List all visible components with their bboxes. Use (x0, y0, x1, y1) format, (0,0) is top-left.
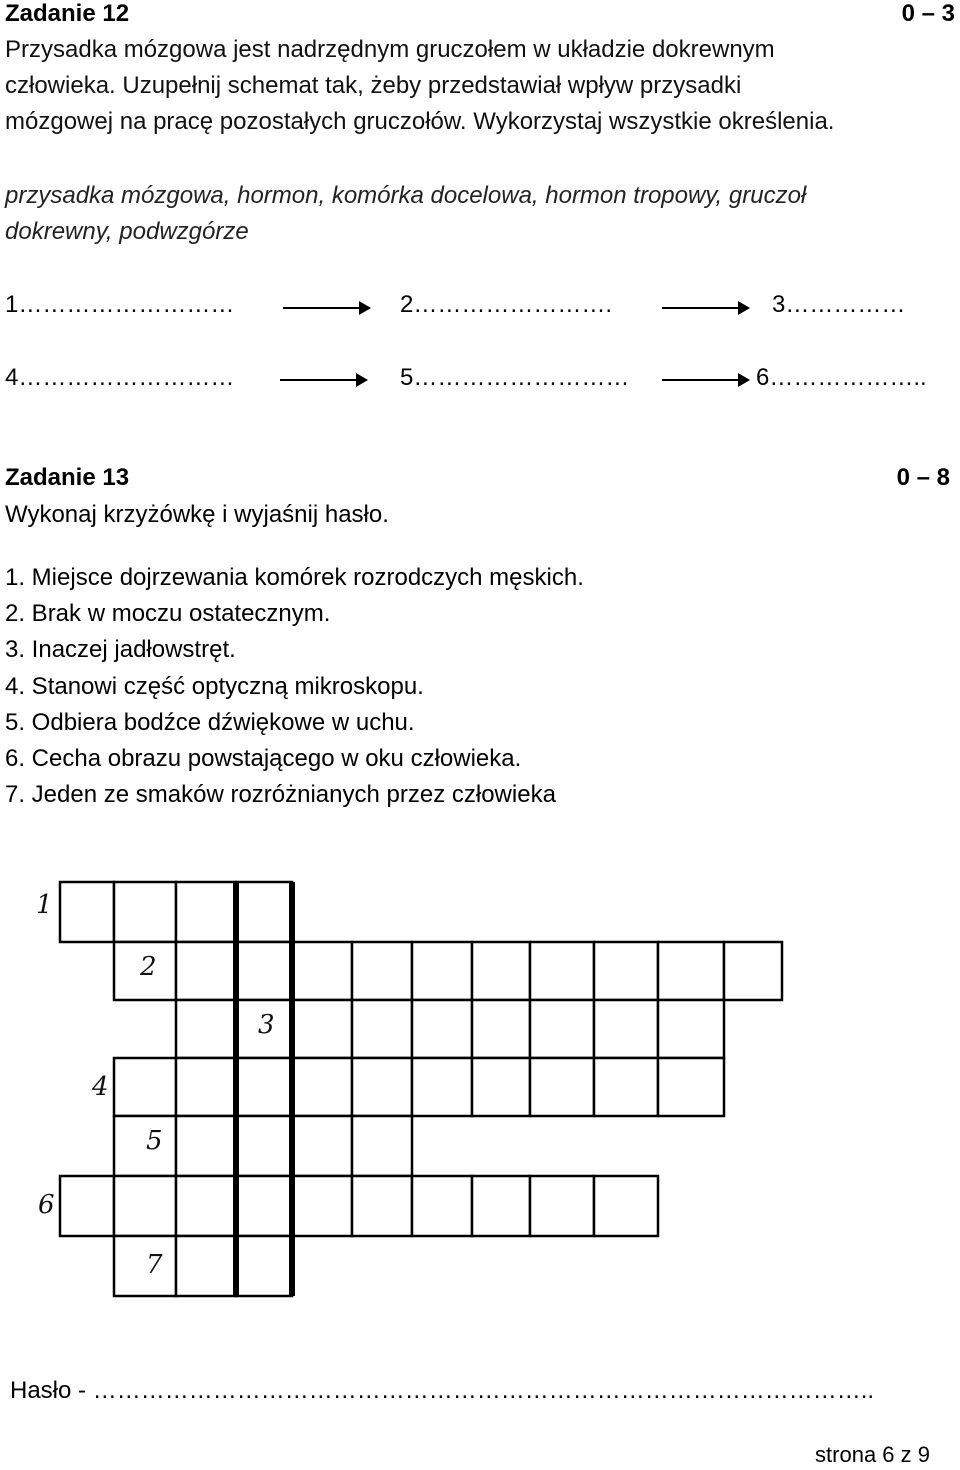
crossword-cell[interactable] (412, 1058, 472, 1116)
crossword-cell[interactable] (472, 942, 530, 1000)
schema-blank-6[interactable]: 6……………….. (756, 364, 927, 391)
task13-instruction: Wykonaj krzyżówkę i wyjaśnij hasło. (5, 501, 389, 528)
crossword-row-4[interactable] (114, 1058, 724, 1116)
crossword-row-7[interactable] (114, 1236, 292, 1296)
schema-blank-2[interactable]: 2……………………. (400, 291, 613, 318)
schema-blank-5[interactable]: 5……………………… (400, 364, 630, 391)
crossword-cell[interactable] (292, 942, 352, 1000)
crossword-cell[interactable] (114, 882, 176, 942)
clue-2: 2. Brak w moczu ostatecznym. (5, 600, 331, 627)
crossword-cell[interactable] (114, 1236, 176, 1296)
clue-3: 3. Inaczej jadłowstręt. (5, 636, 236, 663)
crossword-cell[interactable] (530, 1000, 594, 1058)
clue-1: 1. Miejsce dojrzewania komórek rozrodczych męskich. (5, 564, 584, 591)
crossword-cell[interactable] (594, 1176, 658, 1236)
crossword-cell[interactable] (292, 1058, 352, 1116)
crossword-cell[interactable] (60, 882, 114, 942)
crossword-cell[interactable] (236, 882, 292, 942)
row-number-5: 5 (146, 1126, 163, 1156)
instruction-line: mózgowej na pracę pozostałych gruczołów. Wykorzystaj wszystkie określenia. (5, 108, 835, 135)
crossword-cell[interactable] (530, 942, 594, 1000)
page-number: strona 6 z 9 (815, 1442, 930, 1467)
crossword-cell[interactable] (176, 942, 236, 1000)
crossword-cell[interactable] (352, 1176, 412, 1236)
task12-points: 0 – 3 (901, 0, 955, 27)
crossword-cell[interactable] (658, 1058, 724, 1116)
row-number-4: 4 (92, 1072, 109, 1102)
row-number-7: 7 (146, 1250, 163, 1280)
crossword-cell[interactable] (472, 1176, 530, 1236)
terms-line: przysadka mózgowa, hormon, komórka docelowa, hormon tropowy, gruczoł (5, 182, 807, 209)
crossword-cell[interactable] (236, 1058, 292, 1116)
crossword-cell[interactable] (658, 1000, 724, 1058)
instruction-line: człowieka. Uzupełnij schemat tak, żeby przedstawiał wpływ przysadki (5, 72, 742, 99)
task12-title: Zadanie 12 (5, 0, 130, 27)
crossword-cell[interactable] (530, 1058, 594, 1116)
crossword-cell[interactable] (530, 1176, 594, 1236)
clue-5: 5. Odbiera bodźce dźwiękowe w uchu. (5, 709, 415, 736)
crossword-cell[interactable] (292, 1000, 352, 1058)
crossword-cell[interactable] (176, 1058, 236, 1116)
crossword-cell[interactable] (472, 1058, 530, 1116)
crossword-cell[interactable] (412, 1000, 472, 1058)
crossword-cell[interactable] (352, 942, 412, 1000)
row-number-2: 2 (140, 952, 157, 982)
clue-7: 7. Jeden ze smaków rozróżnianych przez człowieka (5, 781, 556, 808)
schema-blank-3[interactable]: 3…………… (772, 291, 906, 318)
crossword-cell[interactable] (594, 1000, 658, 1058)
terms-line: dokrewny, podwzgórze (5, 218, 249, 245)
crossword-cell[interactable] (412, 1176, 472, 1236)
crossword-cell[interactable] (176, 1236, 236, 1296)
crossword-cell[interactable] (60, 1176, 114, 1236)
row-number-3: 3 (258, 1010, 275, 1040)
task13-points: 0 – 8 (896, 464, 950, 491)
crossword-cell[interactable] (176, 882, 236, 942)
crossword-cell[interactable] (412, 942, 472, 1000)
row-number-1: 1 (36, 890, 53, 920)
crossword-cell[interactable] (724, 942, 782, 1000)
crossword-cell[interactable] (594, 1058, 658, 1116)
clue-6: 6. Cecha obrazu powstającego w oku człowieka. (5, 745, 522, 772)
crossword-row-1[interactable] (60, 882, 292, 942)
crossword-cell[interactable] (176, 1176, 236, 1236)
crossword-cell[interactable] (292, 1176, 352, 1236)
crossword-cell[interactable] (114, 1116, 176, 1176)
crossword-cell[interactable] (114, 1176, 176, 1236)
crossword-cell[interactable] (176, 1000, 236, 1058)
crossword-cell[interactable] (236, 1116, 292, 1176)
crossword-cell[interactable] (352, 1058, 412, 1116)
instruction-line: Przysadka mózgowa jest nadrzędnym gruczołem w układzie dokrewnym (5, 36, 775, 63)
crossword-cell[interactable] (176, 1116, 236, 1176)
answer-field[interactable]: Hasło - …………………………………………………………………………………….. (10, 1377, 875, 1404)
crossword-cell[interactable] (472, 1000, 530, 1058)
crossword-cell[interactable] (236, 942, 292, 1000)
crossword-cell[interactable] (114, 1058, 176, 1116)
crossword-cell[interactable] (658, 942, 724, 1000)
row-number-6: 6 (38, 1190, 55, 1220)
schema-blank-4[interactable]: 4……………………… (5, 364, 235, 391)
crossword-cell[interactable] (292, 1116, 352, 1176)
crossword-cell[interactable] (352, 1116, 412, 1176)
crossword-cell[interactable] (236, 1236, 292, 1296)
schema-blank-1[interactable]: 1……………………… (5, 291, 235, 318)
crossword-cell[interactable] (594, 942, 658, 1000)
crossword-row-6[interactable] (60, 1176, 658, 1236)
clue-4: 4. Stanowi część optyczną mikroskopu. (5, 673, 424, 700)
crossword-cell[interactable] (352, 1000, 412, 1058)
crossword-cell[interactable] (236, 1176, 292, 1236)
crossword-row-2[interactable] (114, 942, 782, 1000)
task13-title: Zadanie 13 (5, 464, 130, 491)
